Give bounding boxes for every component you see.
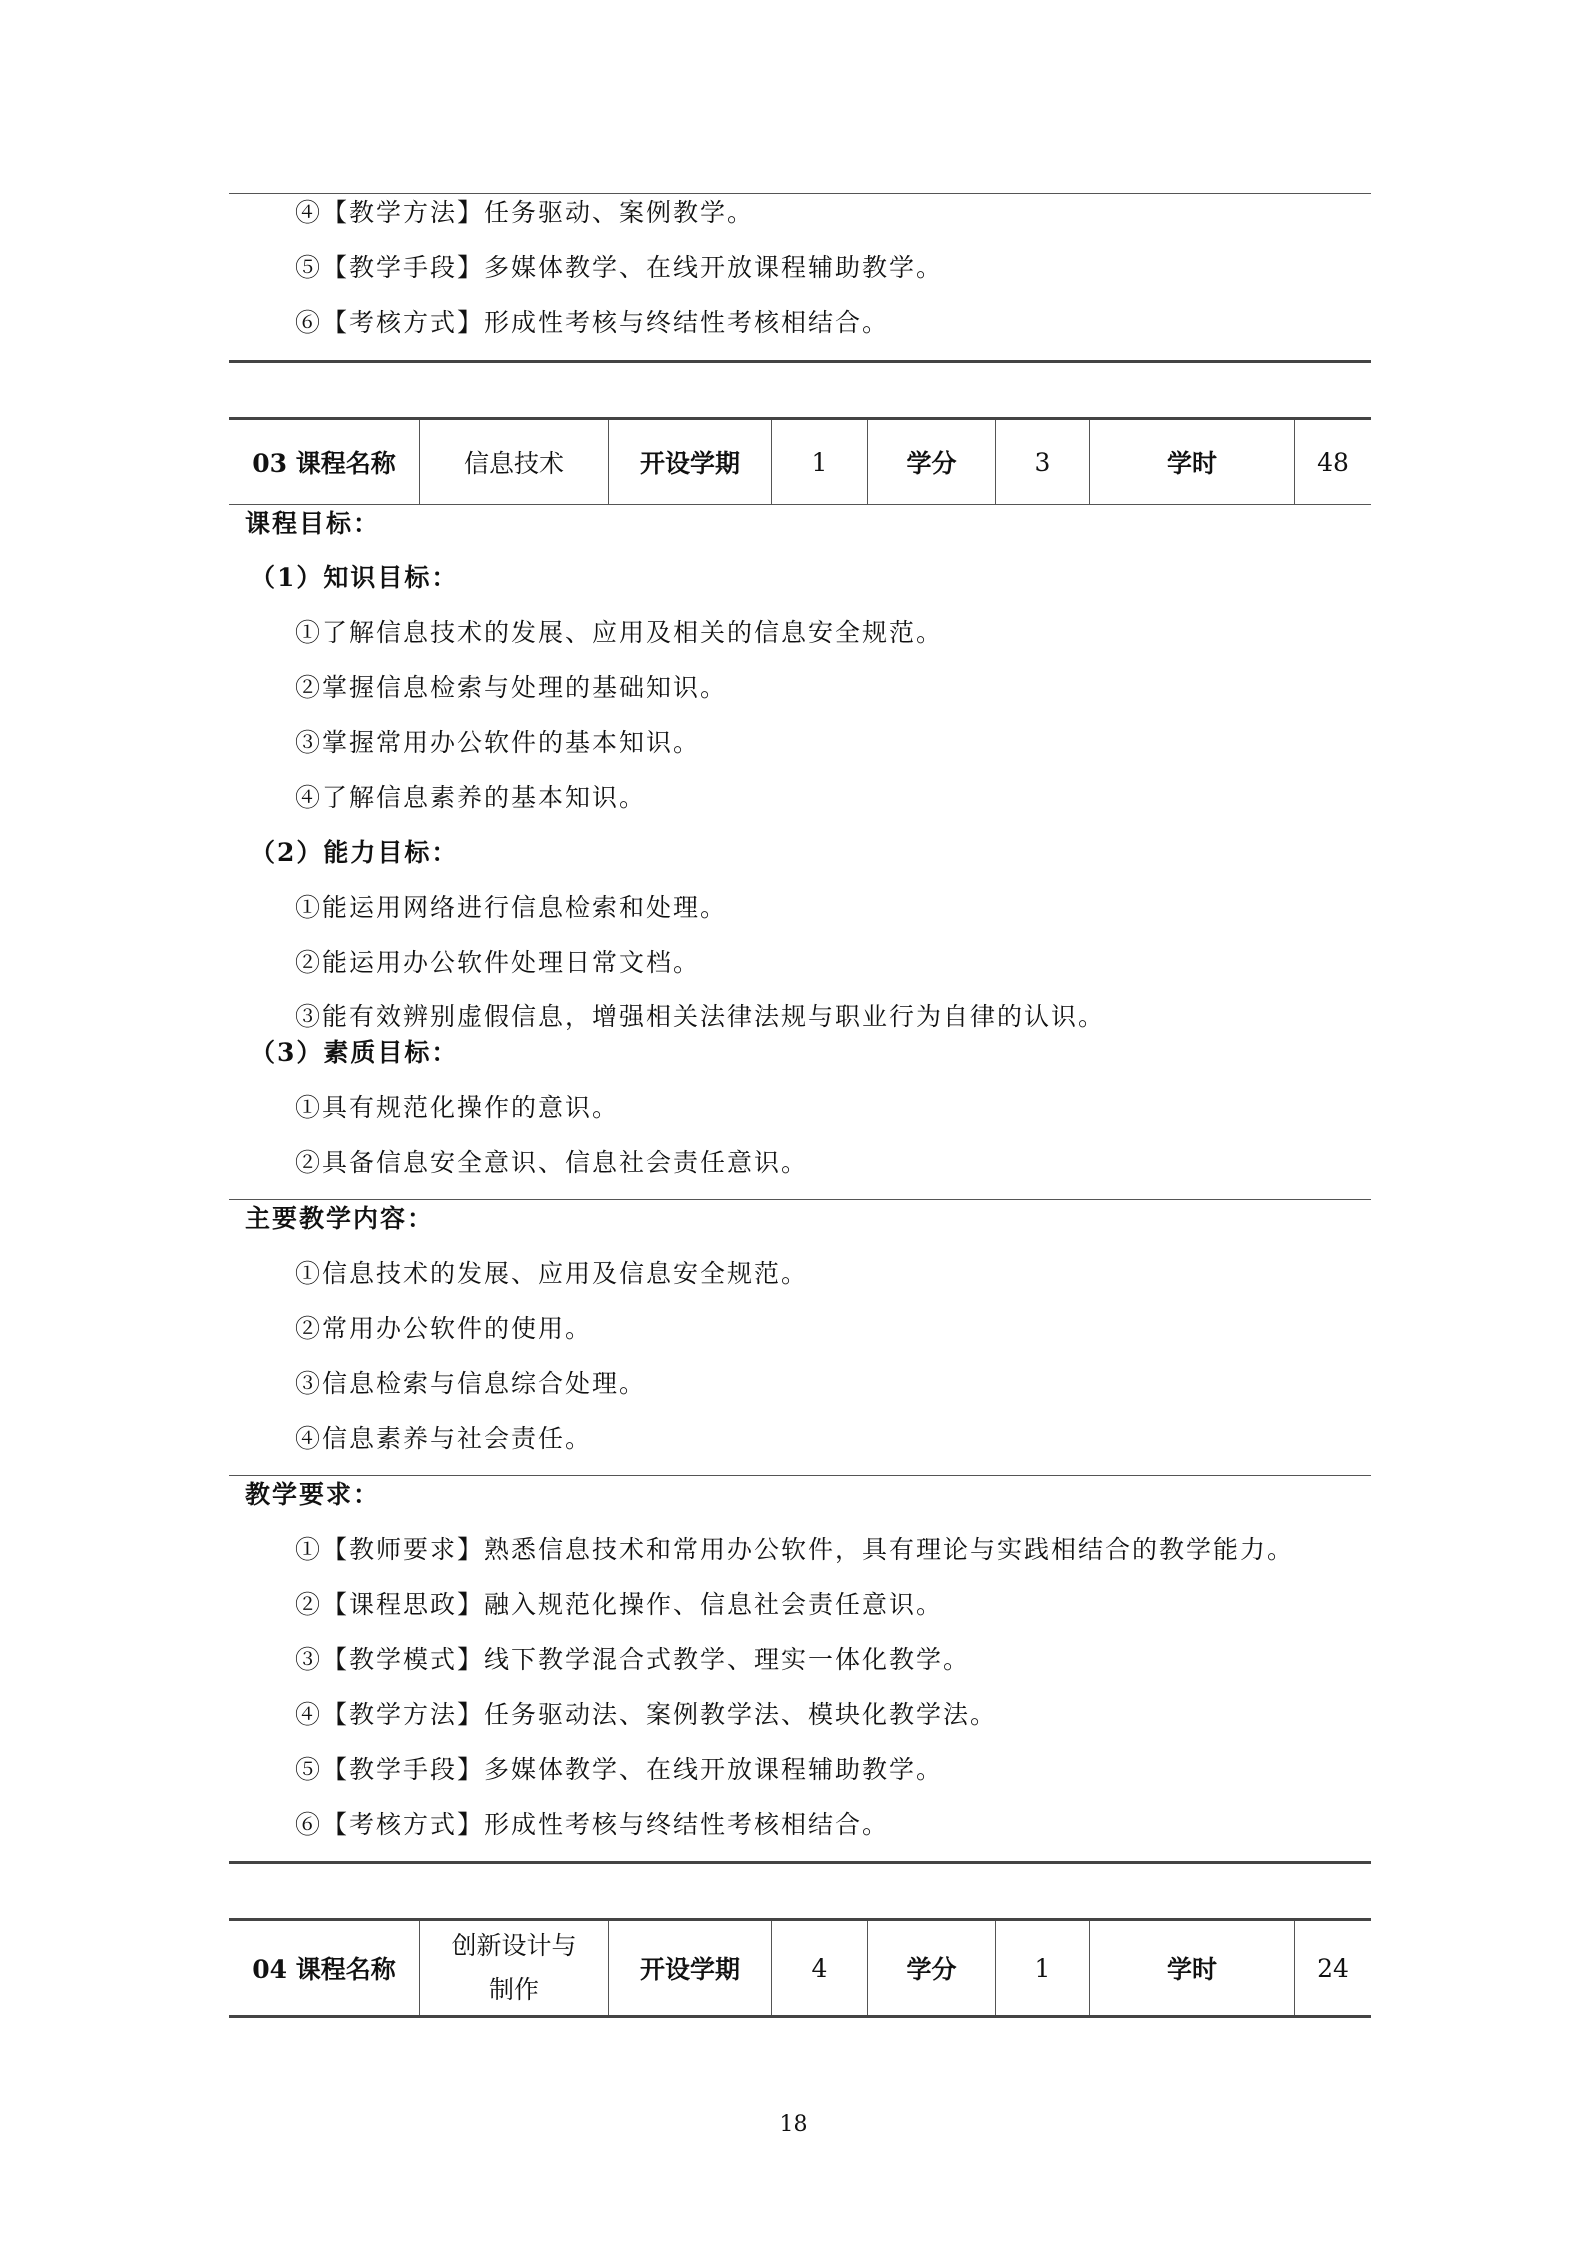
requirements-divider bbox=[229, 1475, 1371, 1476]
course04-name bbox=[420, 1921, 609, 2015]
course03-hours-label: 学时 bbox=[1090, 420, 1295, 504]
content-item: ④信息素养与社会责任。 bbox=[295, 1424, 593, 1453]
course03-bottom-rule bbox=[229, 1861, 1371, 1864]
requirement-item: ②【课程思政】融入规范化操作、信息社会责任意识。 bbox=[295, 1590, 944, 1619]
content-item: ③信息检索与信息综合处理。 bbox=[295, 1369, 647, 1398]
requirement-item: ⑥【考核方式】形成性考核与终结性考核相结合。 bbox=[295, 1810, 890, 1839]
course03-semester: 1 bbox=[772, 420, 868, 504]
course04-table-bottom-rule bbox=[229, 2015, 1371, 2018]
course03-table-bottom-rule bbox=[229, 504, 1371, 505]
knowledge-heading: （1）知识目标： bbox=[250, 563, 459, 592]
quality-heading: （3）素质目标： bbox=[250, 1038, 459, 1067]
top-item-6: ⑥【考核方式】形成性考核与终结性考核相结合。 bbox=[295, 308, 890, 337]
requirement-item: ①【教师要求】熟悉信息技术和常用办公软件，具有理论与实践相结合的教学能力。 bbox=[295, 1535, 1295, 1564]
requirement-item: ④【教学方法】任务驱动法、案例教学法、模块化教学法。 bbox=[295, 1700, 998, 1729]
course03-credit: 3 bbox=[996, 420, 1090, 504]
top-item-4: ④【教学方法】任务驱动、案例教学。 bbox=[295, 198, 755, 227]
content-heading: 主要教学内容： bbox=[245, 1204, 435, 1233]
course04-num-label: 04 课程名称 bbox=[252, 1955, 396, 1984]
requirement-item: ⑤【教学手段】多媒体教学、在线开放课程辅助教学。 bbox=[295, 1755, 944, 1784]
quality-item: ②具备信息安全意识、信息社会责任意识。 bbox=[295, 1148, 809, 1177]
objectives-heading: 课程目标： bbox=[245, 509, 381, 538]
course04-header-table bbox=[229, 1921, 1371, 2015]
course03-name: 信息技术 bbox=[420, 420, 609, 504]
ability-heading: （2）能力目标： bbox=[250, 838, 459, 867]
knowledge-item: ①了解信息技术的发展、应用及相关的信息安全规范。 bbox=[295, 618, 944, 647]
content-item: ②常用办公软件的使用。 bbox=[295, 1314, 593, 1343]
page-number: 18 bbox=[779, 2112, 808, 2137]
knowledge-item: ②掌握信息检索与处理的基础知识。 bbox=[295, 673, 728, 702]
course04-credit: 1 bbox=[996, 1921, 1090, 2015]
course03-credit-label: 学分 bbox=[868, 420, 996, 504]
requirements-heading: 教学要求： bbox=[245, 1480, 381, 1509]
course03-header-table bbox=[229, 420, 1371, 504]
course03-hours: 48 bbox=[1295, 420, 1372, 504]
top-rule bbox=[229, 193, 1371, 194]
content-item: ①信息技术的发展、应用及信息安全规范。 bbox=[295, 1259, 809, 1288]
course04-semester: 4 bbox=[772, 1921, 868, 2015]
top-block-bottom-rule bbox=[229, 360, 1371, 363]
top-item-5: ⑤【教学手段】多媒体教学、在线开放课程辅助教学。 bbox=[295, 253, 944, 282]
knowledge-item: ③掌握常用办公软件的基本知识。 bbox=[295, 728, 701, 757]
course04-name-line1: 创新设计与 bbox=[451, 1931, 577, 1960]
course04-semester-label: 开设学期 bbox=[609, 1921, 772, 2015]
course04-name-line2: 制作 bbox=[488, 1975, 539, 2004]
ability-item: ②能运用办公软件处理日常文档。 bbox=[295, 948, 701, 977]
course04-hours-label: 学时 bbox=[1090, 1921, 1295, 2015]
requirement-item: ③【教学模式】线下教学混合式教学、理实一体化教学。 bbox=[295, 1645, 971, 1674]
quality-item: ①具有规范化操作的意识。 bbox=[295, 1093, 620, 1122]
knowledge-item: ④了解信息素养的基本知识。 bbox=[295, 783, 647, 812]
course04-hours: 24 bbox=[1295, 1921, 1372, 2015]
course04-credit-label: 学分 bbox=[868, 1921, 996, 2015]
course03-semester-label: 开设学期 bbox=[609, 420, 772, 504]
course03-num-label: 03 课程名称 bbox=[252, 449, 396, 478]
content-divider bbox=[229, 1199, 1371, 1200]
ability-item: ③能有效辨别虚假信息，增强相关法律法规与职业行为自律的认识。 bbox=[295, 1002, 1106, 1031]
ability-item: ①能运用网络进行信息检索和处理。 bbox=[295, 893, 728, 922]
